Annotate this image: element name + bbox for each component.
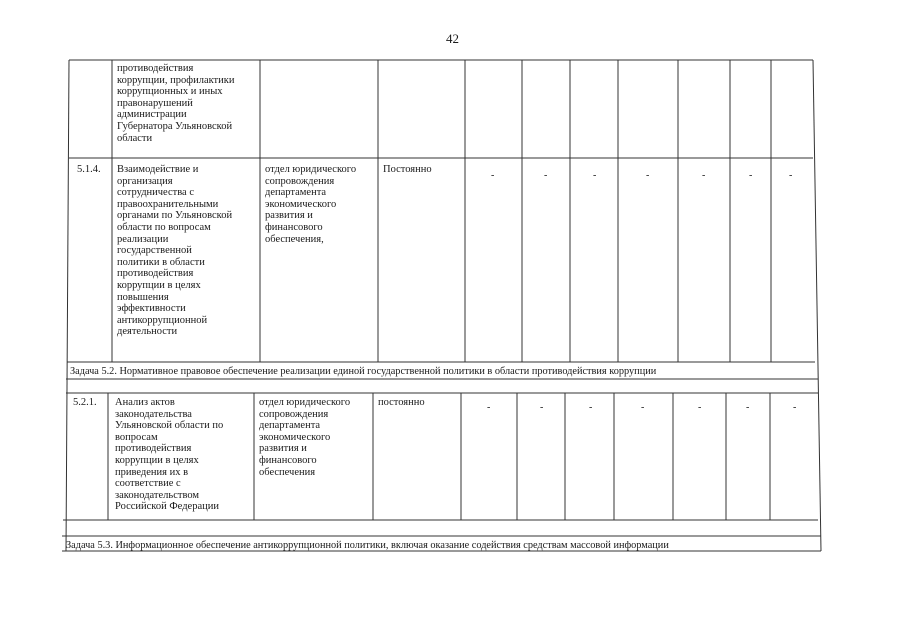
row-514-value: - — [544, 170, 548, 181]
row-514-description: Взаимодействие и организация сотрудничества с правоохранительными органами по Ульяновской области по вопросам реализации государственной политики в области противодействия коррупции в целях повышения эффективности антикоррупционной деятельности — [117, 164, 233, 338]
row-521-value: - — [589, 402, 593, 413]
page-number: 42 — [446, 31, 459, 46]
row-top-description: противодействия коррупции, профилактики коррупционных и иных правонарушений администрации Губернатора Ульяновской области — [117, 63, 235, 144]
task-5-3-heading: Задача 5.3. Информационное обеспечение антикоррупционной политики, включая оказание содействия средствам массовой информации — [66, 540, 669, 551]
row-514-responsible: отдел юридического сопровождения департамента экономического развития и финансового обеспечения, — [265, 164, 357, 245]
row-514-value: - — [789, 170, 793, 181]
row-521-value: - — [540, 402, 544, 413]
row-521-value: - — [698, 402, 702, 413]
row-514-value: - — [491, 170, 495, 181]
row-514-value: - — [749, 170, 753, 181]
row-521-responsible: отдел юридического сопровождения департамента экономического развития и финансового обеспечения — [259, 397, 351, 478]
row-521-term: постоянно — [378, 397, 425, 408]
task-5-2-heading: Задача 5.2. Нормативное правовое обеспечение реализации единой государственной политики в области противодействия коррупции — [70, 366, 657, 377]
row-521-value: - — [487, 402, 491, 413]
row-521-description: Анализ актов законодательства Ульяновской области по вопросам противодействия коррупции в целях приведения их в соответствие с законодательством Российской Федерации — [115, 397, 224, 513]
row-521-number: 5.2.1. — [73, 397, 97, 408]
row-521-value: - — [641, 402, 645, 413]
row-514-term: Постоянно — [383, 164, 432, 175]
row-514-number: 5.1.4. — [77, 164, 101, 175]
row-514-value: - — [702, 170, 706, 181]
row-514-value: - — [593, 170, 597, 181]
row-514-value: - — [646, 170, 650, 181]
row-521-value: - — [746, 402, 750, 413]
row-521-value: - — [793, 402, 797, 413]
